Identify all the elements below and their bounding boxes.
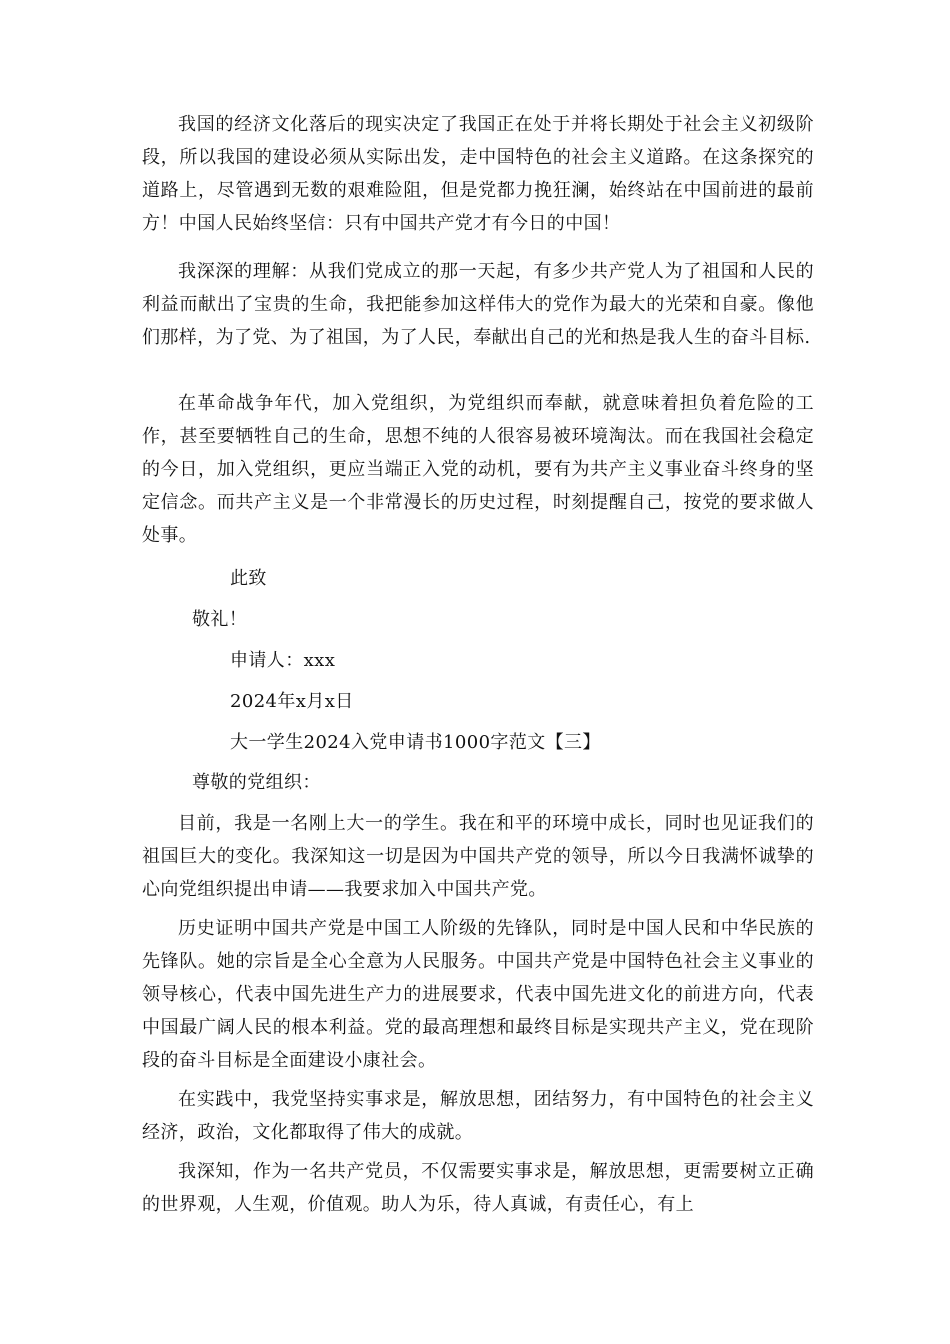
paragraph-economy: 我国的经济文化落后的现实决定了我国正在处于并将长期处于社会主义初级阶段，所以我国的建设必须从实际出发，走中国特色的社会主义道路。在这条探究的道路上，尽管遇到无数的艰难险阻，但是党都力挽狂澜，始终站在中国前进的最前方！中国人民始终坚信：只有中国共产党才有今日的中国！ [142,114,814,234]
paragraph-current-student: 目前，我是一名刚上大一的学生。我在和平的环境中成长，同时也见证我们的祖国巨大的变化。我深知这一切是因为中国共产党的领导，所以今日我满怀诚挚的心向党组织提出申请——我要求加入中国共产党。 [142,813,814,900]
application-date: 2024年x月x日 [230,691,354,712]
paragraph-practice: 在实践中，我党坚持实事求是，解放思想，团结努力，有中国特色的社会主义经济，政治，文化都取得了伟大的成就。 [142,1089,814,1143]
closing-cizhi: 此致 [230,568,267,589]
paragraph-history: 历史证明中国共产党是中国工人阶级的先锋队，同时是中国人民和中华民族的先锋队。她的宗旨是全心全意为人民服务。中国共产党是中国特色社会主义事业的领导核心，代表中国先进生产力的进展要求，代表中国先进文化的前进方向，代表中国最广阔人民的根本利益。党的最高理想和最终目标是实现共产主义，党在现阶段的奋斗目标是全面建设小康社会。 [142,918,814,1071]
closing-jingli: 敬礼！ [192,609,248,630]
salutation: 尊敬的党组织： [192,772,321,793]
section-title: 大一学生2024入党申请书1000字范文【三】 [230,732,601,753]
applicant-name: 申请人：xxx [230,650,336,671]
paragraph-knowledge: 我深知，作为一名共产党员，不仅需要实事求是，解放思想，更需要树立正确的世界观，人生观，价值观。助人为乐，待人真诚，有责任心，有上 [142,1161,814,1215]
paragraph-revolution: 在革命战争年代，加入党组织，为党组织而奉献，就意味着担负着危险的工作，甚至要牺牲自己的生命，思想不纯的人很容易被环境淘汰。而在我国社会稳定的今日，加入党组织，更应当端正入党的动机，要有为共产主义事业奋斗终身的坚定信念。而共产主义是一个非常漫长的历史过程，时刻提醒自己，按党的要求做人处事。 [142,393,814,546]
paragraph-understanding: 我深深的理解：从我们党成立的那一天起，有多少共产党人为了祖国和人民的利益而献出了宝贵的生命，我把能参加这样伟大的党作为最大的光荣和自豪。像他们那样，为了党、为了祖国，为了人民，奉献出自己的光和热是我人生的奋斗目标. [142,261,814,348]
